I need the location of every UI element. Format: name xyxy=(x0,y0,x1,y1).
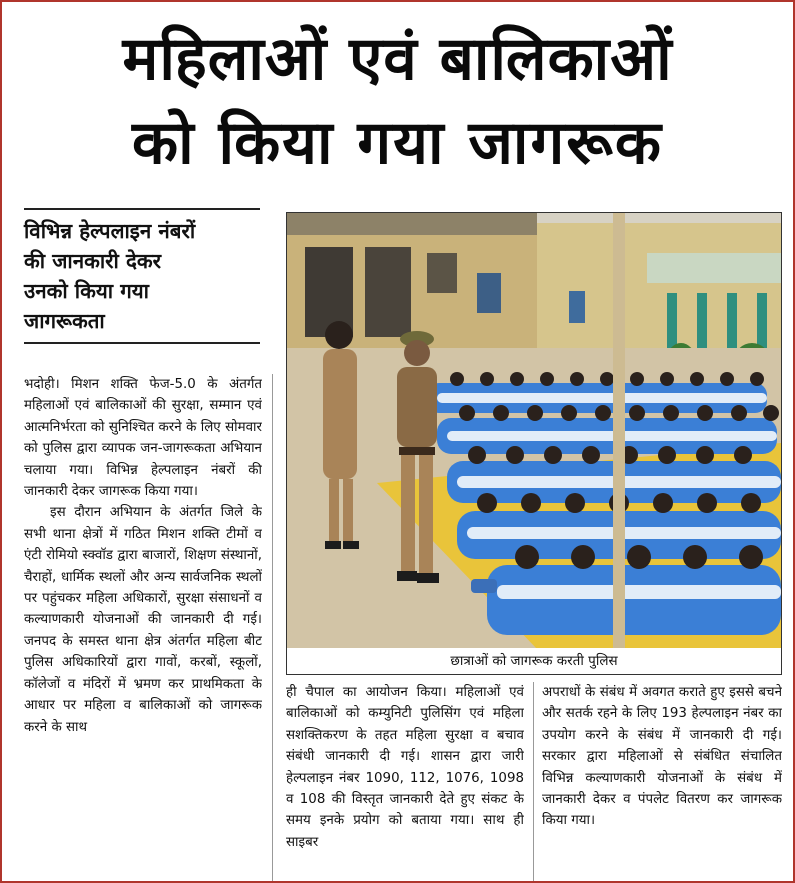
subheadline-line-1: विभिन्न हेल्पलाइन नंबरों xyxy=(24,219,196,243)
photo-illustration xyxy=(287,213,781,649)
paragraph: ही चैपाल का आयोजन किया। महिलाओं एवं बालिकाओं को कम्युनिटी पुलिसिंग एवं महिला सशक्तिकरण के तहत महिला सुरक्षा व बचाव संबंधी जानकारी दी गई। शासन द्वारा जारी हेल्पलाइन नंबर 1090, 112, 1076, 1098 व 108 की विस्तृत जानकारी देते हुए संकट के समय इनके प्रयोग को बताया गया। साथ ही साइबर xyxy=(286,685,524,850)
subheadline-line-3: उनको किया गया xyxy=(24,279,149,303)
article-column-2 xyxy=(286,682,524,882)
subheadline-line-2: की जानकारी देकर xyxy=(24,249,161,273)
subheadline-line-4: जागरूकता xyxy=(24,309,105,333)
headline-line-2: को किया गया जागरूक xyxy=(132,108,663,178)
paragraph: अपराधों के संबंध में अवगत कराते हुए इससे बचने और सतर्क रहने के लिए 193 हेल्पलाइन नंबर का उपयोग करने के संबंध में जानकारी दी गई। सरकार द्वारा महिलाओं से संबंधित संचालित विभिन्न कल्याणकारी योजनाओं के संबंध में जानकारी देकर व पंपलेट वितरण कर जागरूक किया गया। xyxy=(542,685,782,829)
column-divider xyxy=(533,682,534,881)
article-column-1 xyxy=(24,374,262,882)
column-divider xyxy=(272,374,273,881)
pole xyxy=(613,213,625,649)
headline-line-1: महिलाओं एवं बालिकाओं xyxy=(122,24,673,94)
article-column-3 xyxy=(542,682,782,882)
news-photo xyxy=(286,212,782,650)
subheadline xyxy=(24,208,260,344)
paragraph: भदोही। मिशन शक्ति फेज-5.0 के अंतर्गत महिलाओं एवं बालिकाओं की सुरक्षा, सम्मान एवं आत्मनिर्भरता को सुनिश्चित करने के लिए सोमवार को पुलिस द्वारा व्यापक जन-जागरूकता अभियान चलाया गया। विभिन्न हेल्पलाइन नंबरों की जानकारी देकर जागरूक किया गया। xyxy=(24,377,262,500)
paragraph: इस दौरान अभियान के अंतर्गत जिले के सभी थाना क्षेत्रों में गठित मिशन शक्ति टीमों व एंटी रोमियो स्क्वॉड द्वारा बाजारों, शिक्षण संस्थानों, चैराहों, धार्मिक स्थलों और अन्य सार्वजनिक स्थलों पर पहुंचकर महिला अधिकारों, सुरक्षा संसाधनों व कल्याणकारी योजनाओं की जानकारी दी गई। जनपद के समस्त थाना क्षेत्र अंतर्गत महिला बीट पुलिस अधिकारियों द्वारा गावों, करबों, स्कूलों, कॉलेजों व मंदिरों में भ्रमण कर प्राथमिकता के आधार पर महिला व बालिकाओं को जागरूक करने के साथ xyxy=(24,505,262,735)
photo-caption: छात्राओं को जागरूक करती पुलिस xyxy=(286,648,782,675)
